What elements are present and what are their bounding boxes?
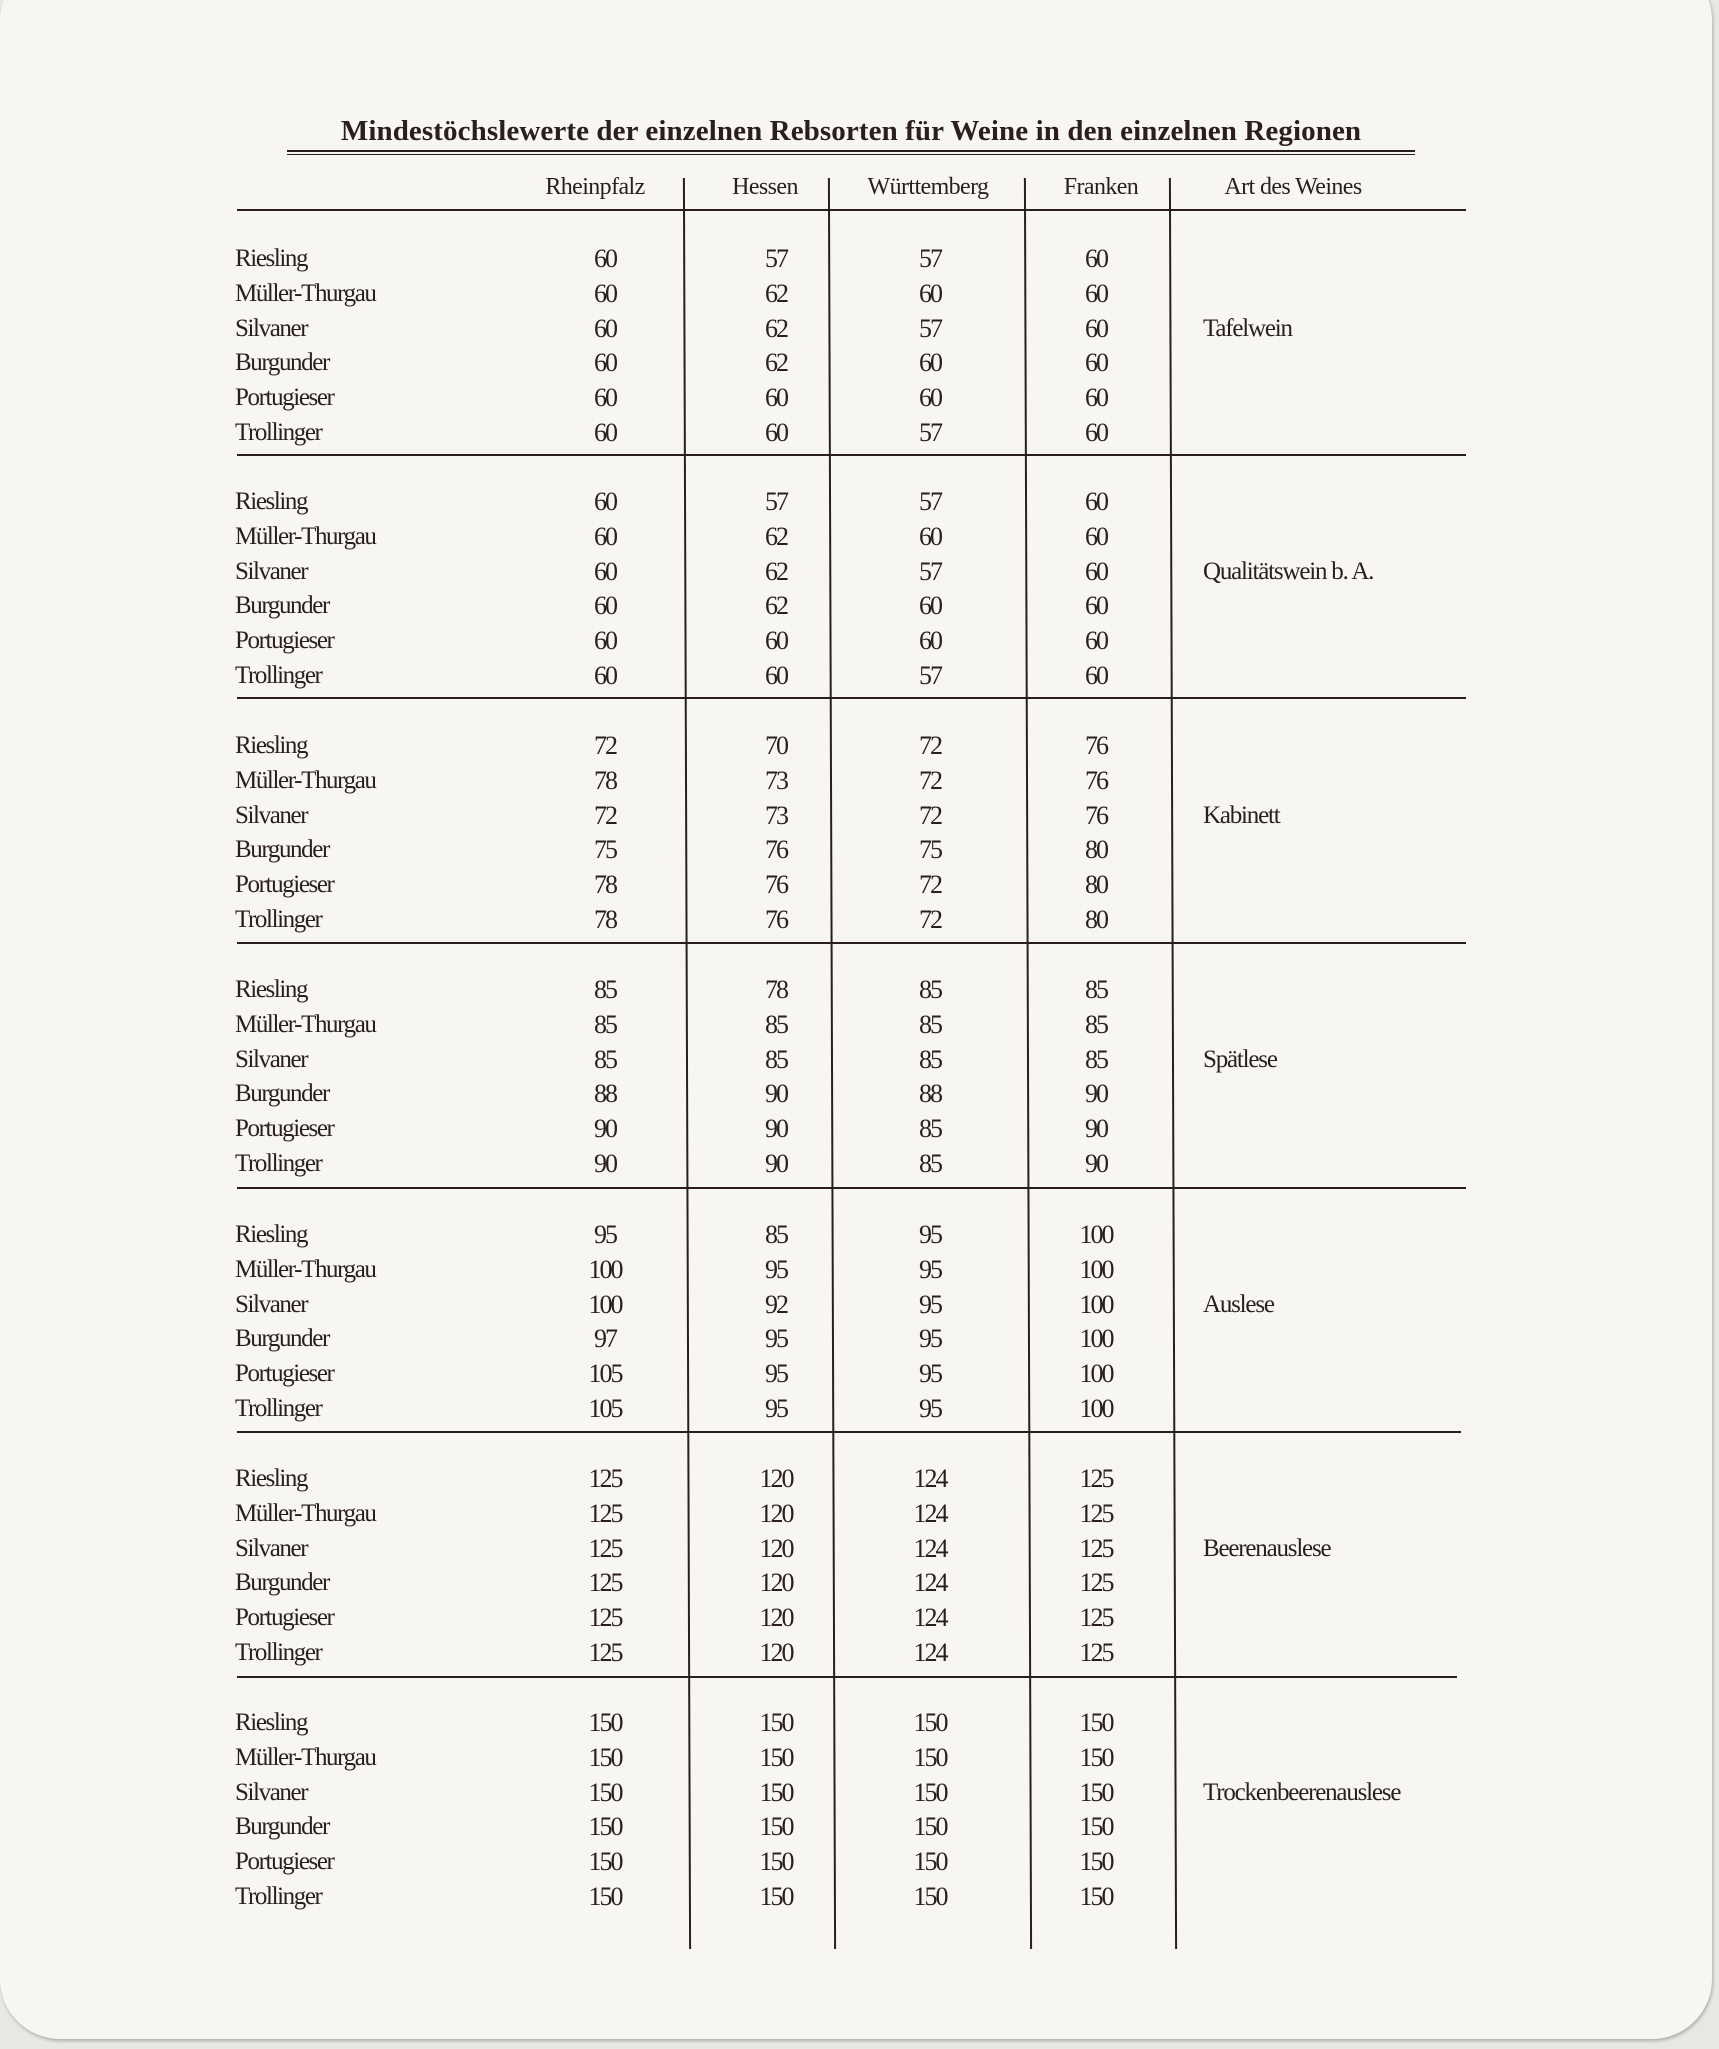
oechsle-value-wuerttemberg: 60 (919, 278, 941, 308)
oechsle-value-wuerttemberg: 72 (919, 870, 941, 900)
grape-variety-label: Silvaner (235, 801, 308, 829)
grape-variety-label: Müller-Thurgau (235, 1010, 376, 1038)
grape-variety-label: Trollinger (235, 1883, 322, 1910)
grape-variety-label: Portugieser (235, 1360, 334, 1388)
oechsle-value-wuerttemberg: 57 (919, 661, 941, 690)
grape-variety-label: Trollinger (235, 906, 322, 933)
oechsle-value-wuerttemberg: 85 (919, 1044, 941, 1074)
oechsle-value-rheinpfalz: 85 (594, 1044, 616, 1074)
oechsle-value-wuerttemberg: 85 (919, 1009, 941, 1039)
grape-variety-label: Portugieser (235, 1848, 334, 1876)
column-header-rheinpfalz: Rheinpfalz (545, 174, 645, 200)
oechsle-value-hessen: 95 (765, 1324, 787, 1354)
oechsle-value-wuerttemberg: 95 (919, 1324, 941, 1354)
grape-variety-label: Riesling (235, 488, 308, 515)
oechsle-value-rheinpfalz: 78 (594, 905, 616, 934)
grape-variety-label: Trollinger (235, 1639, 322, 1666)
table-row (0, 1391, 1719, 1426)
grape-variety-label: Silvaner (235, 1534, 308, 1562)
oechsle-value-hessen: 95 (765, 1359, 787, 1389)
grape-variety-label: Riesling (235, 1465, 308, 1492)
oechsle-value-wuerttemberg: 95 (919, 1359, 941, 1389)
oechsle-value-franken: 60 (1085, 487, 1107, 516)
table-row (0, 1146, 1719, 1181)
oechsle-value-wuerttemberg: 150 (913, 1882, 947, 1911)
grape-variety-label: Burgunder (235, 1325, 329, 1353)
oechsle-value-rheinpfalz: 60 (594, 348, 616, 378)
title-underline (287, 150, 1415, 155)
oechsle-value-franken: 90 (1085, 1079, 1107, 1109)
oechsle-value-rheinpfalz: 85 (594, 975, 616, 1004)
table-row (0, 1356, 1719, 1391)
oechsle-value-hessen: 76 (765, 905, 787, 934)
oechsle-value-franken: 125 (1079, 1603, 1113, 1633)
oechsle-value-rheinpfalz: 100 (588, 1254, 622, 1284)
grape-variety-label: Silvaner (235, 1290, 308, 1318)
table-row (0, 1252, 1719, 1287)
oechsle-value-wuerttemberg: 95 (919, 1254, 941, 1284)
wine-category-section (0, 241, 1719, 486)
table-row (0, 1844, 1719, 1879)
oechsle-value-hessen: 62 (765, 278, 787, 308)
oechsle-value-rheinpfalz: 72 (594, 731, 616, 760)
wine-category-section (0, 1461, 1719, 1706)
oechsle-value-wuerttemberg: 85 (919, 1149, 941, 1178)
wine-category-section (0, 1705, 1719, 1950)
table-row (0, 867, 1719, 902)
wine-category-section (0, 728, 1719, 973)
oechsle-value-hessen: 90 (765, 1149, 787, 1178)
table-row (0, 241, 1719, 276)
oechsle-value-franken: 76 (1085, 765, 1107, 795)
oechsle-value-wuerttemberg: 60 (919, 521, 941, 551)
grape-variety-label: Müller-Thurgau (235, 279, 376, 307)
table-row (0, 588, 1719, 623)
table-row (0, 658, 1719, 693)
oechsle-value-franken: 125 (1079, 1638, 1113, 1667)
oechsle-value-rheinpfalz: 150 (588, 1847, 622, 1877)
oechsle-value-hessen: 60 (765, 661, 787, 690)
oechsle-value-wuerttemberg: 57 (919, 313, 941, 343)
grape-variety-label: Müller-Thurgau (235, 522, 376, 550)
oechsle-value-franken: 60 (1085, 661, 1107, 690)
table-row (0, 1007, 1719, 1042)
oechsle-value-hessen: 62 (765, 521, 787, 551)
oechsle-value-wuerttemberg: 60 (919, 383, 941, 413)
oechsle-value-franken: 100 (1079, 1254, 1113, 1284)
table-row (0, 902, 1719, 937)
oechsle-value-hessen: 150 (759, 1777, 793, 1807)
oechsle-value-franken: 80 (1085, 835, 1107, 865)
oechsle-value-rheinpfalz: 90 (594, 1114, 616, 1144)
oechsle-value-hessen: 57 (765, 487, 787, 516)
wine-category-section (0, 484, 1719, 729)
oechsle-value-hessen: 92 (765, 1289, 787, 1319)
oechsle-value-wuerttemberg: 150 (913, 1777, 947, 1807)
grape-variety-label: Silvaner (235, 1045, 308, 1073)
oechsle-value-franken: 100 (1079, 1394, 1113, 1423)
table-row (0, 1496, 1719, 1531)
wine-category-label: Kabinett (1203, 801, 1280, 829)
grape-variety-label: Burgunder (235, 836, 329, 864)
oechsle-value-rheinpfalz: 90 (594, 1149, 616, 1178)
oechsle-value-hessen: 120 (759, 1603, 793, 1633)
oechsle-value-hessen: 62 (765, 313, 787, 343)
oechsle-value-rheinpfalz: 100 (588, 1289, 622, 1319)
table-row (0, 345, 1719, 380)
document-title: Mindestöchslewerte der einzelnen Rebsorten für Weine in den einzelnen Regionen (340, 115, 1362, 147)
oechsle-value-rheinpfalz: 97 (594, 1324, 616, 1354)
table-row (0, 484, 1719, 519)
oechsle-value-hessen: 150 (759, 1882, 793, 1911)
table-row (0, 1705, 1719, 1740)
grape-variety-label: Müller-Thurgau (235, 1499, 376, 1527)
grape-variety-label: Müller-Thurgau (235, 1743, 376, 1771)
oechsle-value-wuerttemberg: 124 (913, 1533, 947, 1563)
table-row (0, 1740, 1719, 1775)
oechsle-value-franken: 90 (1085, 1114, 1107, 1144)
oechsle-value-franken: 60 (1085, 418, 1107, 447)
table-row (0, 1321, 1719, 1356)
oechsle-value-rheinpfalz: 150 (588, 1777, 622, 1807)
grape-variety-label: Burgunder (235, 1813, 329, 1841)
oechsle-value-franken: 125 (1079, 1464, 1113, 1493)
oechsle-value-franken: 80 (1085, 905, 1107, 934)
oechsle-value-hessen: 76 (765, 870, 787, 900)
oechsle-value-franken: 125 (1079, 1533, 1113, 1563)
oechsle-value-franken: 150 (1079, 1882, 1113, 1911)
table-row (0, 1217, 1719, 1252)
grape-variety-label: Portugieser (235, 627, 334, 655)
oechsle-value-hessen: 150 (759, 1708, 793, 1737)
wine-category-label: Qualitätswein b. A. (1203, 557, 1374, 585)
table-row (0, 1076, 1719, 1111)
grape-variety-label: Portugieser (235, 871, 334, 899)
table-row (0, 728, 1719, 763)
wine-category-label: Beerenauslese (1203, 1534, 1331, 1562)
grape-variety-label: Riesling (235, 1221, 308, 1248)
oechsle-value-franken: 85 (1085, 1009, 1107, 1039)
grape-variety-label: Müller-Thurgau (235, 1255, 376, 1283)
oechsle-value-franken: 85 (1085, 975, 1107, 1004)
oechsle-value-franken: 150 (1079, 1708, 1113, 1737)
oechsle-value-franken: 85 (1085, 1044, 1107, 1074)
oechsle-value-rheinpfalz: 125 (588, 1568, 622, 1598)
wine-category-label: Auslese (1203, 1290, 1274, 1318)
oechsle-value-wuerttemberg: 57 (919, 244, 941, 273)
grape-variety-label: Riesling (235, 732, 308, 759)
oechsle-value-hessen: 120 (759, 1533, 793, 1563)
oechsle-value-wuerttemberg: 85 (919, 1114, 941, 1144)
oechsle-value-hessen: 85 (765, 1009, 787, 1039)
oechsle-value-rheinpfalz: 60 (594, 626, 616, 656)
table-row (0, 1461, 1719, 1496)
oechsle-value-rheinpfalz: 60 (594, 521, 616, 551)
oechsle-value-wuerttemberg: 95 (919, 1220, 941, 1249)
grape-variety-label: Silvaner (235, 557, 308, 585)
table-row (0, 1287, 1719, 1322)
oechsle-value-franken: 60 (1085, 556, 1107, 586)
oechsle-value-rheinpfalz: 125 (588, 1638, 622, 1667)
oechsle-value-franken: 100 (1079, 1324, 1113, 1354)
table-row (0, 1531, 1719, 1566)
oechsle-value-franken: 100 (1079, 1289, 1113, 1319)
oechsle-value-hessen: 150 (759, 1742, 793, 1772)
grape-variety-label: Burgunder (235, 1080, 329, 1108)
oechsle-value-rheinpfalz: 105 (588, 1359, 622, 1389)
oechsle-value-hessen: 85 (765, 1044, 787, 1074)
grape-variety-label: Burgunder (235, 349, 329, 377)
oechsle-value-hessen: 62 (765, 591, 787, 621)
oechsle-value-wuerttemberg: 75 (919, 835, 941, 865)
oechsle-value-rheinpfalz: 125 (588, 1464, 622, 1493)
oechsle-value-rheinpfalz: 60 (594, 487, 616, 516)
oechsle-value-wuerttemberg: 150 (913, 1812, 947, 1842)
oechsle-value-rheinpfalz: 60 (594, 383, 616, 413)
table-row (0, 1775, 1719, 1810)
table-row (0, 972, 1719, 1007)
oechsle-value-rheinpfalz: 150 (588, 1812, 622, 1842)
oechsle-value-hessen: 76 (765, 835, 787, 865)
oechsle-value-franken: 150 (1079, 1812, 1113, 1842)
oechsle-value-hessen: 70 (765, 731, 787, 760)
grape-variety-label: Silvaner (235, 314, 308, 342)
oechsle-value-rheinpfalz: 150 (588, 1742, 622, 1772)
oechsle-value-hessen: 95 (765, 1254, 787, 1284)
oechsle-value-rheinpfalz: 75 (594, 835, 616, 865)
oechsle-value-franken: 80 (1085, 870, 1107, 900)
oechsle-value-rheinpfalz: 60 (594, 278, 616, 308)
grape-variety-label: Portugieser (235, 1115, 334, 1143)
oechsle-value-rheinpfalz: 78 (594, 765, 616, 795)
oechsle-value-wuerttemberg: 124 (913, 1638, 947, 1667)
oechsle-value-hessen: 120 (759, 1638, 793, 1667)
oechsle-value-wuerttemberg: 88 (919, 1079, 941, 1109)
oechsle-value-rheinpfalz: 150 (588, 1882, 622, 1911)
oechsle-value-wuerttemberg: 57 (919, 556, 941, 586)
table-row (0, 380, 1719, 415)
grape-variety-label: Portugieser (235, 1604, 334, 1632)
oechsle-value-wuerttemberg: 72 (919, 731, 941, 760)
grape-variety-label: Burgunder (235, 592, 329, 620)
oechsle-value-franken: 60 (1085, 383, 1107, 413)
wine-category-section (0, 972, 1719, 1217)
table-row (0, 798, 1719, 833)
oechsle-value-wuerttemberg: 150 (913, 1847, 947, 1877)
oechsle-value-rheinpfalz: 85 (594, 1009, 616, 1039)
column-header-art-des-weines: Art des Weines (1224, 174, 1362, 200)
oechsle-value-hessen: 150 (759, 1847, 793, 1877)
oechsle-value-franken: 60 (1085, 244, 1107, 273)
oechsle-value-franken: 150 (1079, 1742, 1113, 1772)
grape-variety-label: Trollinger (235, 1395, 322, 1422)
oechsle-value-rheinpfalz: 60 (594, 313, 616, 343)
oechsle-value-rheinpfalz: 125 (588, 1498, 622, 1528)
oechsle-value-franken: 60 (1085, 313, 1107, 343)
oechsle-value-rheinpfalz: 60 (594, 591, 616, 621)
table-row (0, 1565, 1719, 1600)
oechsle-value-franken: 60 (1085, 591, 1107, 621)
oechsle-value-hessen: 95 (765, 1394, 787, 1423)
wine-category-label: Tafelwein (1203, 314, 1292, 342)
table-row (0, 276, 1719, 311)
table-row (0, 1635, 1719, 1670)
oechsle-value-rheinpfalz: 150 (588, 1708, 622, 1737)
oechsle-value-rheinpfalz: 60 (594, 556, 616, 586)
oechsle-value-wuerttemberg: 124 (913, 1498, 947, 1528)
column-header-franken: Franken (1063, 174, 1139, 200)
oechsle-value-hessen: 120 (759, 1498, 793, 1528)
table-row (0, 415, 1719, 450)
oechsle-value-franken: 60 (1085, 278, 1107, 308)
oechsle-value-franken: 150 (1079, 1847, 1113, 1877)
grape-variety-label: Riesling (235, 1709, 308, 1736)
oechsle-value-franken: 76 (1085, 731, 1107, 760)
table-row (0, 763, 1719, 798)
grape-variety-label: Riesling (235, 976, 308, 1003)
oechsle-value-wuerttemberg: 95 (919, 1289, 941, 1319)
oechsle-value-wuerttemberg: 124 (913, 1568, 947, 1598)
oechsle-value-rheinpfalz: 60 (594, 418, 616, 447)
oechsle-value-rheinpfalz: 72 (594, 800, 616, 830)
oechsle-value-rheinpfalz: 60 (594, 661, 616, 690)
oechsle-value-rheinpfalz: 125 (588, 1533, 622, 1563)
oechsle-value-wuerttemberg: 95 (919, 1394, 941, 1423)
oechsle-value-wuerttemberg: 150 (913, 1742, 947, 1772)
oechsle-value-franken: 100 (1079, 1359, 1113, 1389)
oechsle-value-franken: 60 (1085, 521, 1107, 551)
column-header-hessen: Hessen (732, 174, 798, 200)
grape-variety-label: Müller-Thurgau (235, 766, 376, 794)
oechsle-value-rheinpfalz: 78 (594, 870, 616, 900)
wine-category-label: Trockenbeerenauslese (1203, 1778, 1401, 1806)
oechsle-value-franken: 76 (1085, 800, 1107, 830)
wine-category-section (0, 1217, 1719, 1462)
oechsle-value-wuerttemberg: 72 (919, 765, 941, 795)
grape-variety-label: Burgunder (235, 1569, 329, 1597)
oechsle-value-wuerttemberg: 60 (919, 348, 941, 378)
oechsle-value-rheinpfalz: 105 (588, 1394, 622, 1423)
table-row (0, 1600, 1719, 1635)
oechsle-value-hessen: 62 (765, 556, 787, 586)
oechsle-value-franken: 60 (1085, 348, 1107, 378)
oechsle-value-wuerttemberg: 60 (919, 591, 941, 621)
oechsle-value-hessen: 73 (765, 765, 787, 795)
oechsle-value-wuerttemberg: 150 (913, 1708, 947, 1737)
oechsle-value-hessen: 60 (765, 383, 787, 413)
oechsle-value-hessen: 120 (759, 1568, 793, 1598)
oechsle-value-hessen: 120 (759, 1464, 793, 1493)
wine-category-label: Spätlese (1203, 1045, 1277, 1073)
oechsle-value-hessen: 85 (765, 1220, 787, 1249)
oechsle-value-wuerttemberg: 72 (919, 905, 941, 934)
table-row (0, 832, 1719, 867)
oechsle-value-wuerttemberg: 57 (919, 487, 941, 516)
oechsle-value-franken: 90 (1085, 1149, 1107, 1178)
table-row (0, 1111, 1719, 1146)
grape-variety-label: Riesling (235, 245, 308, 272)
grape-variety-label: Silvaner (235, 1778, 308, 1806)
column-header-wuerttemberg: Württemberg (867, 174, 989, 200)
grape-variety-label: Trollinger (235, 419, 322, 446)
oechsle-value-hessen: 90 (765, 1114, 787, 1144)
oechsle-value-wuerttemberg: 60 (919, 626, 941, 656)
oechsle-value-hessen: 150 (759, 1812, 793, 1842)
grape-variety-label: Trollinger (235, 1150, 322, 1177)
table-row (0, 311, 1719, 346)
oechsle-value-franken: 100 (1079, 1220, 1113, 1249)
table-row (0, 1809, 1719, 1844)
table-row (0, 1879, 1719, 1914)
oechsle-value-hessen: 60 (765, 626, 787, 656)
oechsle-value-wuerttemberg: 57 (919, 418, 941, 447)
oechsle-value-rheinpfalz: 60 (594, 244, 616, 273)
oechsle-value-wuerttemberg: 85 (919, 975, 941, 1004)
header-divider (237, 209, 1466, 211)
oechsle-value-hessen: 57 (765, 244, 787, 273)
oechsle-value-hessen: 78 (765, 975, 787, 1004)
oechsle-value-rheinpfalz: 125 (588, 1603, 622, 1633)
oechsle-value-rheinpfalz: 88 (594, 1079, 616, 1109)
oechsle-value-franken: 150 (1079, 1777, 1113, 1807)
oechsle-value-hessen: 90 (765, 1079, 787, 1109)
oechsle-value-wuerttemberg: 72 (919, 800, 941, 830)
oechsle-value-hessen: 73 (765, 800, 787, 830)
oechsle-value-franken: 125 (1079, 1568, 1113, 1598)
oechsle-value-hessen: 62 (765, 348, 787, 378)
grape-variety-label: Trollinger (235, 662, 322, 689)
table-row (0, 519, 1719, 554)
table-row (0, 623, 1719, 658)
oechsle-value-rheinpfalz: 95 (594, 1220, 616, 1249)
table-row (0, 554, 1719, 589)
oechsle-value-franken: 125 (1079, 1498, 1113, 1528)
table-row (0, 1042, 1719, 1077)
oechsle-value-wuerttemberg: 124 (913, 1603, 947, 1633)
oechsle-value-wuerttemberg: 124 (913, 1464, 947, 1493)
grape-variety-label: Portugieser (235, 384, 334, 412)
oechsle-value-hessen: 60 (765, 418, 787, 447)
oechsle-value-franken: 60 (1085, 626, 1107, 656)
